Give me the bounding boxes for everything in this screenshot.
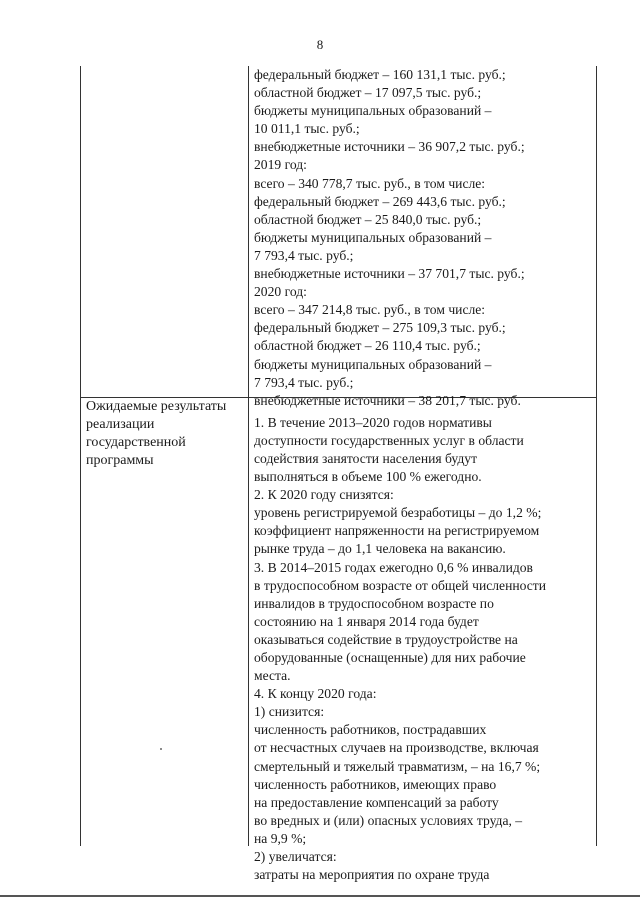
results-text-line: выполняться в объеме 100 % ежегодно. bbox=[254, 469, 482, 485]
funding-text-line: 10 011,1 тыс. руб.; bbox=[254, 121, 360, 137]
funding-text-line: федеральный бюджет – 160 131,1 тыс. руб.; bbox=[254, 67, 506, 82]
results-text-line: на предоставление компенсаций за работу bbox=[254, 794, 499, 810]
funding-text-line: областной бюджет – 25 840,0 тыс. руб.; bbox=[254, 211, 482, 227]
funding-text-line: внебюджетные источники – 37 701,7 тыс. руб.; bbox=[254, 266, 525, 282]
results-text-line: рынке труда – до 1,1 человека на вакансию. bbox=[254, 541, 506, 557]
table-right-column bbox=[254, 66, 594, 884]
results-text-line: 1) снизится: bbox=[254, 704, 325, 720]
results-text-line: коэффициент напряженности на регистрируемом bbox=[254, 523, 540, 539]
table-left-border bbox=[80, 66, 81, 846]
funding-text-line: бюджеты муниципальных образований – bbox=[254, 229, 492, 245]
results-text-line: смертельный и тяжелый травматизм, – на 16,7 %; bbox=[254, 758, 541, 774]
funding-text-line: федеральный бюджет – 269 443,6 тыс. руб.; bbox=[254, 193, 506, 209]
results-text-line: состоянию на 1 января 2014 года будет bbox=[254, 613, 479, 629]
results-text-line: численность работников, пострадавших bbox=[254, 722, 487, 738]
funding-text-line: областной бюджет – 17 097,5 тыс. руб.; bbox=[254, 85, 482, 101]
table-column-divider bbox=[248, 66, 249, 846]
results-label-line: государственной bbox=[86, 435, 186, 450]
results-text-line: 1. В течение 2013–2020 годов нормативы bbox=[254, 414, 492, 430]
results-label-line: реализации bbox=[86, 417, 155, 432]
results-text-line: от несчастных случаев на производстве, включая bbox=[254, 740, 539, 756]
results-text-line: доступности государственных услуг в области bbox=[254, 432, 524, 448]
results-text-line: оказываться содействие в трудоустройстве на bbox=[254, 631, 518, 647]
table-right-border bbox=[596, 66, 597, 846]
results-text-line: 4. К концу 2020 года: bbox=[254, 686, 377, 702]
results-text-line: 2. К 2020 году снизятся: bbox=[254, 487, 394, 503]
results-text-line: оборудованные (оснащенные) для них рабочие bbox=[254, 650, 526, 665]
funding-text-line: 2020 год: bbox=[254, 284, 307, 300]
results-text-line: в трудоспособном возрасте от общей численности bbox=[254, 577, 547, 593]
funding-text-line: 7 793,4 тыс. руб.; bbox=[254, 374, 354, 390]
results-text-line: затраты на мероприятия по охране труда bbox=[254, 867, 490, 883]
funding-text-line: внебюджетные источники – 38 201,7 тыс. руб. bbox=[254, 392, 521, 408]
bottom-rule bbox=[0, 895, 640, 897]
results-text-line: на 9,9 %; bbox=[254, 830, 307, 846]
results-text-line: содействия занятости населения будут bbox=[254, 450, 478, 466]
funding-text-line: всего – 347 214,8 тыс. руб., в том числе: bbox=[254, 302, 486, 318]
results-text-line: 3. В 2014–2015 годах ежегодно 0,6 % инвалидов bbox=[254, 559, 533, 575]
funding-text-line: внебюджетные источники – 36 907,2 тыс. руб.; bbox=[254, 139, 525, 155]
funding-text-line: областной бюджет – 26 110,4 тыс. руб.; bbox=[254, 338, 481, 354]
results-label-line: программы bbox=[86, 453, 154, 468]
results-text-line: 2) увеличатся: bbox=[254, 849, 337, 865]
funding-text-line: бюджеты муниципальных образований – bbox=[254, 103, 492, 119]
results-label bbox=[86, 398, 246, 470]
funding-text-line: 7 793,4 тыс. руб.; bbox=[254, 247, 354, 263]
funding-text-line: 2019 год: bbox=[254, 157, 307, 173]
results-text-line: инвалидов в трудоспособном возрасте по bbox=[254, 595, 494, 611]
page-number: 8 bbox=[316, 37, 324, 52]
results-text-line: численность работников, имеющих право bbox=[254, 776, 497, 792]
results-text-line: места. bbox=[254, 668, 291, 684]
results-text-line: уровень регистрируемой безработицы – до 1,2 %; bbox=[254, 505, 542, 521]
results-text-line: во вредных и (или) опасных условиях труда, – bbox=[254, 812, 523, 828]
scan-speck bbox=[160, 748, 162, 750]
funding-text-line: всего – 340 778,7 тыс. руб., в том числе: bbox=[254, 175, 486, 191]
funding-text-line: федеральный бюджет – 275 109,3 тыс. руб.; bbox=[254, 320, 506, 336]
results-label-line: Ожидаемые результаты bbox=[86, 399, 227, 414]
funding-text-line: бюджеты муниципальных образований – bbox=[254, 356, 492, 372]
